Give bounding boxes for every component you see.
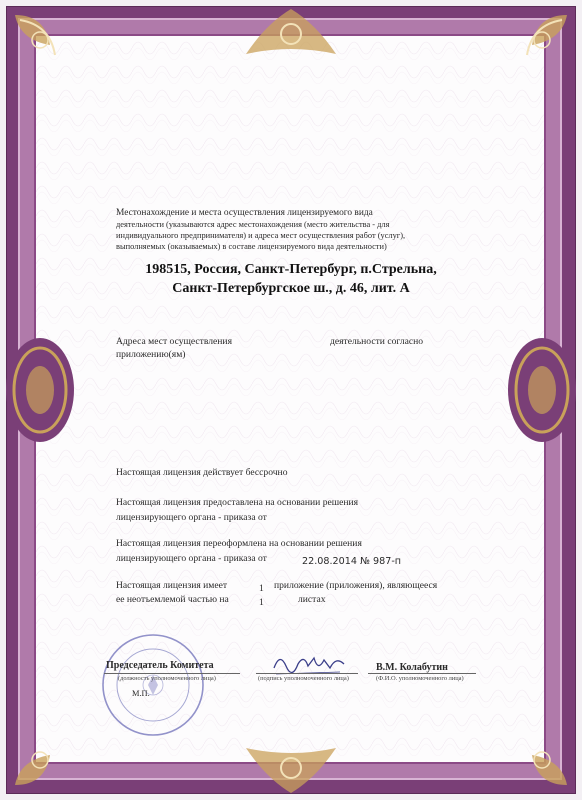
appendix-line-2-end: листах bbox=[298, 594, 326, 605]
location-heading-line-2: деятельности (указываются адрес местонахождения (место жительства - для bbox=[116, 220, 390, 229]
corner-ornament-top-right bbox=[502, 10, 572, 80]
granted-line-2: лицензирующего органа - приказа от bbox=[116, 512, 267, 523]
official-seal-stamp bbox=[98, 630, 208, 740]
validity-text: Настоящая лицензия действует бессрочно bbox=[116, 467, 288, 478]
signer-position: Председатель Комитета bbox=[106, 660, 214, 671]
signer-position-caption: (должность уполномоченного лица) bbox=[118, 675, 216, 682]
reissued-line-2: лицензирующего органа - приказа от bbox=[116, 553, 267, 564]
right-medallion-ornament bbox=[502, 330, 582, 450]
appendix-line-1-start: Настоящая лицензия имеет bbox=[116, 580, 228, 591]
activity-places-label: Адреса мест осуществления bbox=[116, 336, 232, 347]
granted-line-1: Настоящая лицензия предоставлена на основании решения bbox=[116, 497, 359, 508]
activity-places-label-right: деятельности согласно bbox=[330, 336, 424, 347]
signature-caption: (подпись уполномоченного лица) bbox=[258, 675, 349, 682]
signer-name: В.М. Колабутин bbox=[376, 662, 448, 673]
location-heading-line-3: индивидуального предпринимателя) и адреса мест осуществления работ (услуг), bbox=[116, 231, 406, 240]
reissued-line-1: Настоящая лицензия переоформлена на основании решения bbox=[116, 538, 362, 549]
location-heading-line-4: выполняемых (оказываемых) в составе лицензируемого вида деятельности) bbox=[116, 242, 387, 251]
signature-underline bbox=[256, 673, 358, 674]
address-line-2: Санкт-Петербургское ш., д. 46, лит. А bbox=[172, 281, 410, 296]
top-center-ornament bbox=[236, 4, 346, 64]
address-line-1: 198515, Россия, Санкт-Петербург, п.Стрельна, bbox=[145, 262, 437, 277]
reissued-order-number: 22.08.2014 № 987-п bbox=[302, 556, 402, 567]
appendix-sheets: 1 bbox=[259, 597, 264, 608]
corner-ornament-bottom-left bbox=[10, 720, 80, 790]
appendix-line-1-end: приложение (приложения), являющееся bbox=[274, 580, 438, 591]
signer-name-caption: (Ф.И.О. уполномоченного лица) bbox=[376, 675, 464, 682]
location-heading-line-1: Местонахождение и места осуществления лицензируемого вида bbox=[116, 208, 373, 218]
location-heading bbox=[116, 208, 466, 252]
seal-place-mark: М.П. bbox=[132, 689, 150, 698]
signer-position-underline bbox=[104, 673, 240, 674]
bottom-center-ornament bbox=[236, 738, 346, 798]
activity-places-line-2: приложению(ям) bbox=[116, 349, 186, 360]
appendix-count: 1 bbox=[259, 583, 264, 594]
appendix-line-2-start: ее неотъемлемой частью на bbox=[116, 594, 229, 605]
signer-name-underline bbox=[368, 673, 476, 674]
left-medallion-ornament bbox=[0, 330, 80, 450]
corner-ornament-top-left bbox=[10, 10, 80, 80]
corner-ornament-bottom-right bbox=[502, 720, 572, 790]
